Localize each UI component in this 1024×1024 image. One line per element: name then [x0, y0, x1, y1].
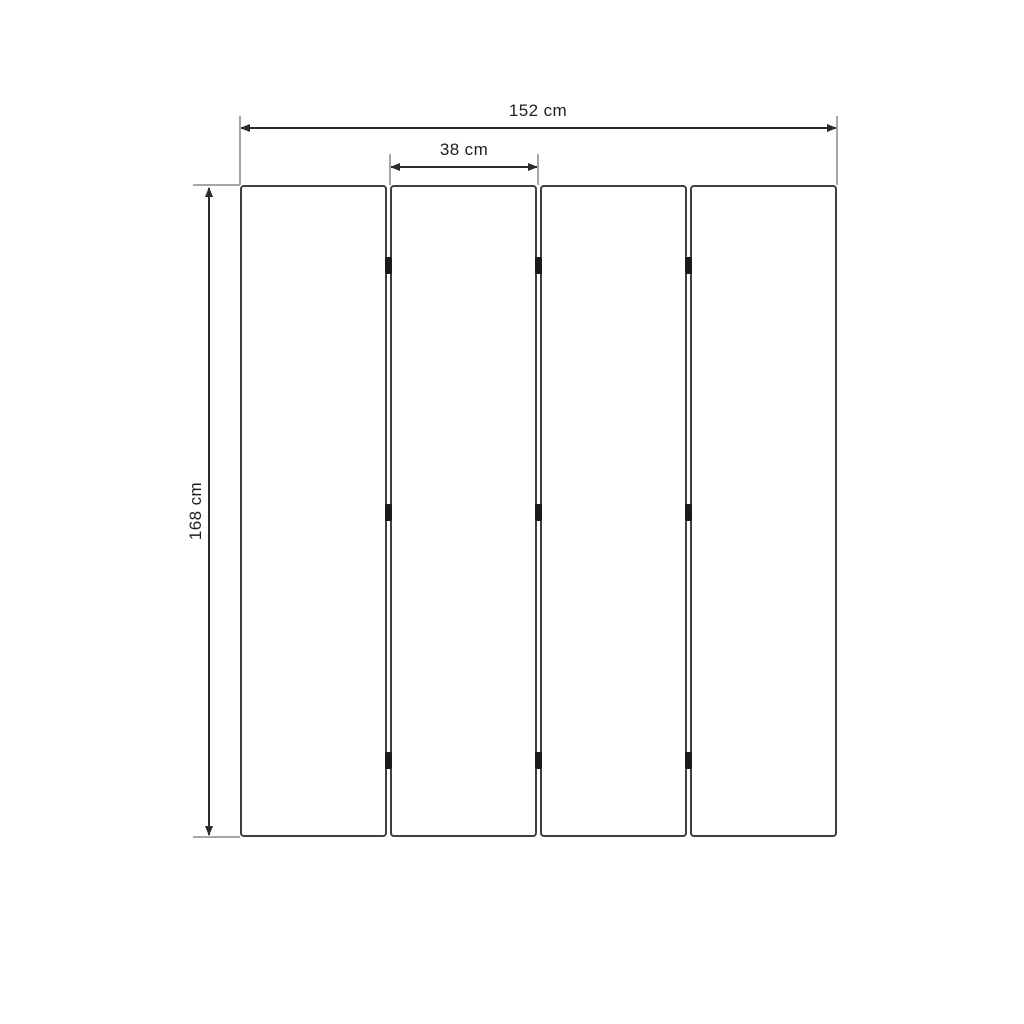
height-bottom-extension-line	[193, 836, 240, 838]
hinge-gap1-row1	[385, 257, 392, 274]
panel-2	[390, 185, 537, 837]
hinge-gap3-row3	[685, 752, 692, 769]
hinge-gap3-row2	[685, 504, 692, 521]
height-top-arrow-icon	[205, 187, 213, 197]
panel-width-left-extension-line	[389, 154, 391, 185]
hinge-gap2-row2	[535, 504, 542, 521]
height-dimension-line	[208, 188, 210, 835]
hinge-gap2-row1	[535, 257, 542, 274]
total-width-label: 152 cm	[508, 101, 568, 120]
total-width-dimension-line	[240, 127, 837, 129]
hinge-gap2-row3	[535, 752, 542, 769]
total-width-right-extension-line	[836, 116, 838, 185]
panel-1	[240, 185, 387, 837]
total-width-left-arrow-icon	[240, 124, 250, 132]
hinge-gap1-row3	[385, 752, 392, 769]
panel-width-left-arrow-icon	[390, 163, 400, 171]
panel-4	[690, 185, 837, 837]
height-top-extension-line	[193, 184, 240, 186]
height-bottom-arrow-icon	[205, 826, 213, 836]
hinge-gap3-row1	[685, 257, 692, 274]
height-label: 168 cm	[186, 481, 205, 541]
panel-width-dimension-line	[390, 166, 538, 168]
panel-width-label: 38 cm	[439, 140, 489, 159]
panel-width-right-extension-line	[537, 154, 539, 185]
total-width-left-extension-line	[239, 116, 241, 185]
panel-3	[540, 185, 687, 837]
hinge-gap1-row2	[385, 504, 392, 521]
